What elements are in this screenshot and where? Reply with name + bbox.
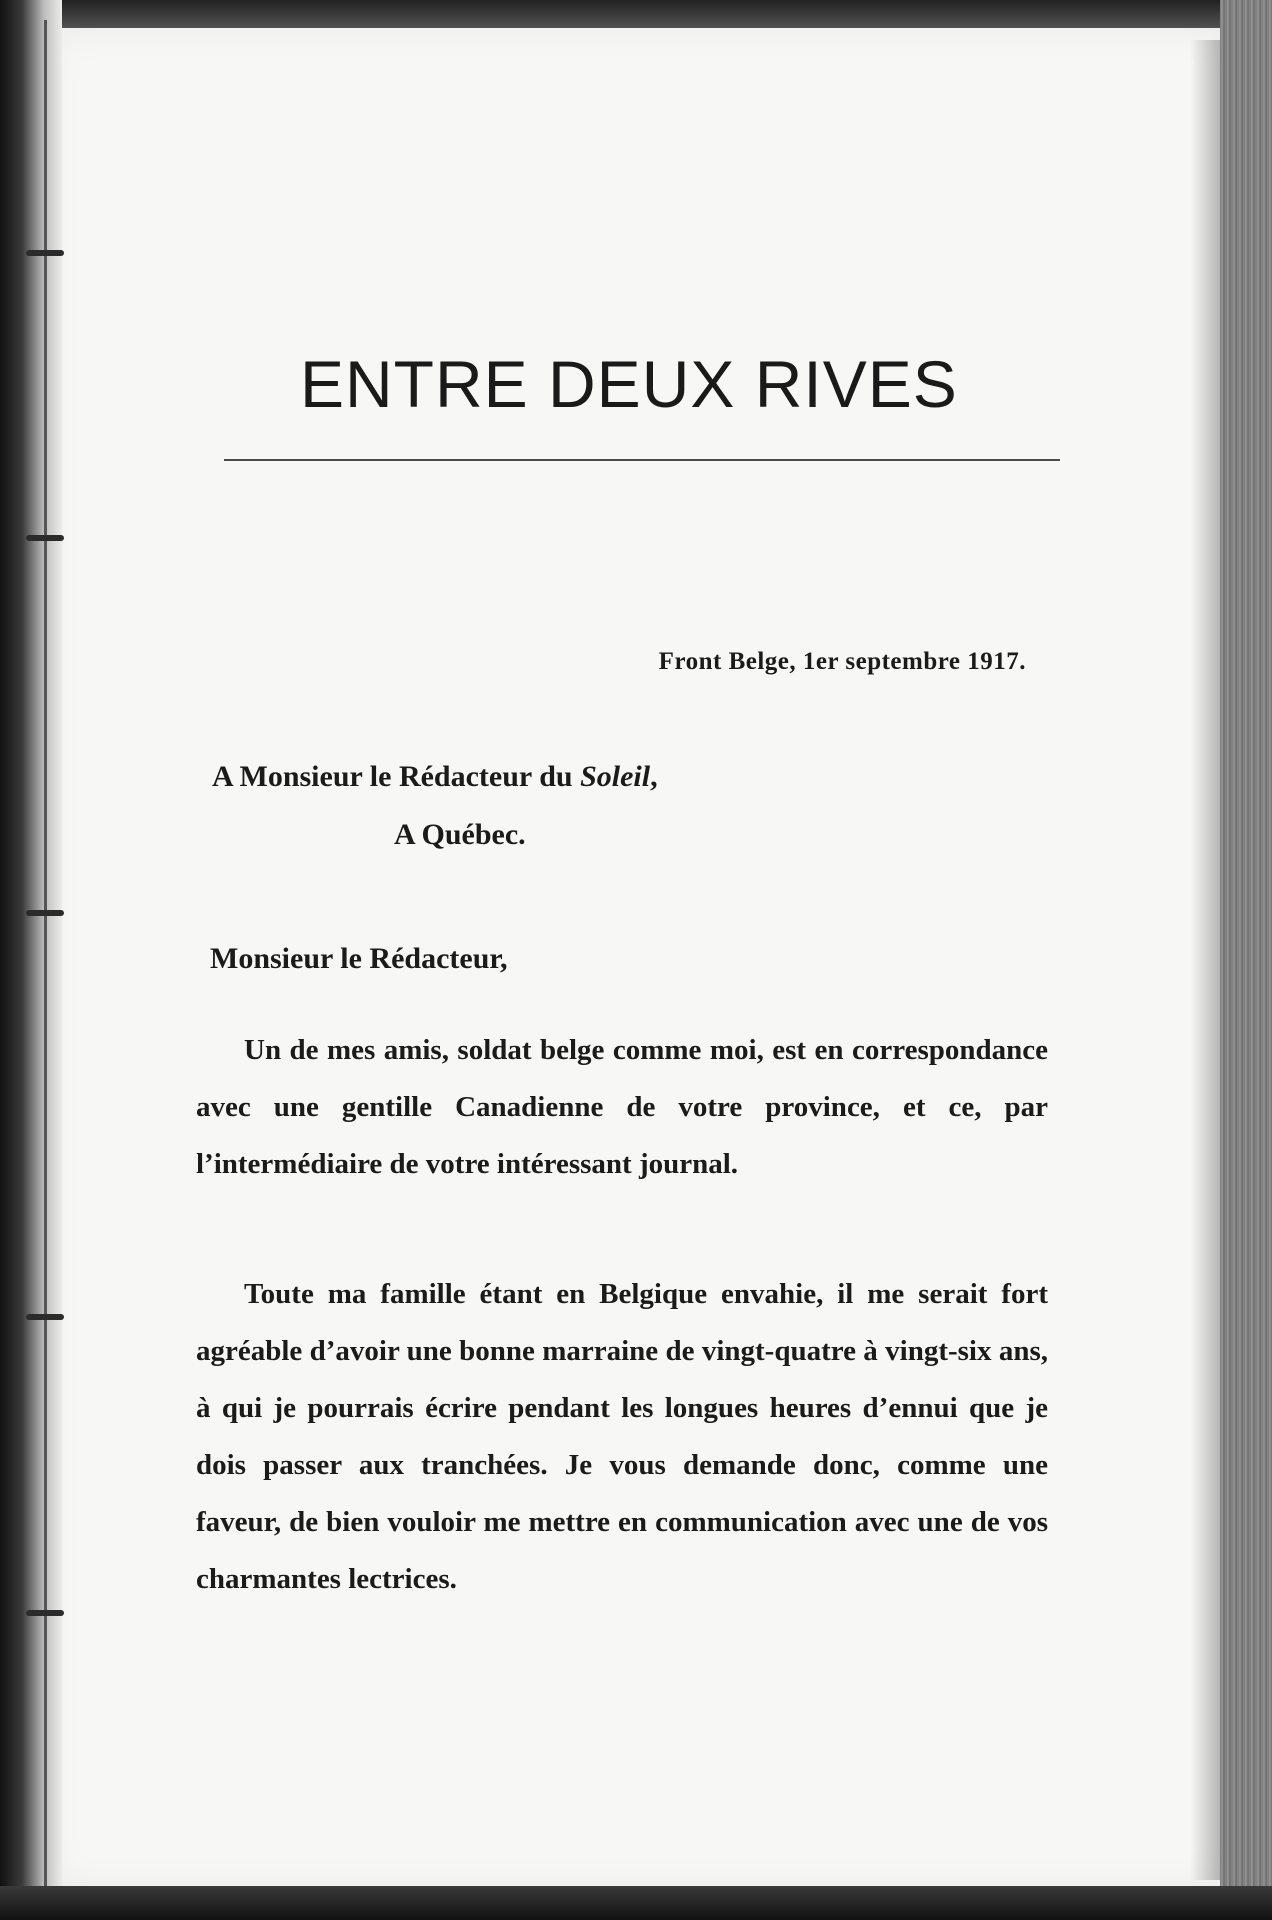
page-title: ENTRE DEUX RIVES — [300, 347, 958, 421]
address-prefix: A Monsieur le Rédacteur du — [212, 760, 581, 793]
address-city: A Québec. — [394, 818, 526, 851]
stitch-mark — [26, 910, 64, 916]
stitch-mark — [26, 250, 64, 256]
page-top-edge — [0, 0, 1272, 30]
salutation: Monsieur le Rédacteur, — [210, 942, 508, 975]
title-rule — [224, 459, 1060, 461]
page-curve-shadow — [1190, 40, 1220, 1880]
paragraph: Un de mes amis, soldat belge comme moi, est en correspondance avec une gentille Canadienne de votre province, et ce, par l’intermédiaire de votre intéressant journal. — [196, 1034, 1048, 1180]
book-binding — [0, 0, 62, 1920]
stitch-mark — [26, 1610, 64, 1616]
stitch-mark — [26, 535, 64, 541]
newspaper-name: Soleil — [580, 760, 651, 793]
dateline: Front Belge, 1er septembre 1917. — [658, 648, 1026, 675]
paragraph: Toute ma famille étant en Belgique envahie, il me serait fort agréable d’avoir une bonne marraine de vingt-quatre à vingt-six ans, à qui je pourrais écrire pendant les longues heures d’ennui que je dois passer aux tranchées. Je vous demande donc, comme une faveur, de bien vouloir me mettre en communication avec une de vos charmantes lectrices. — [196, 1278, 1048, 1595]
stitch-mark — [26, 1314, 64, 1320]
address-line — [212, 760, 658, 794]
address-suffix: , — [650, 760, 658, 793]
page-stack-edge — [1220, 0, 1272, 1920]
binding-thread — [44, 20, 47, 1900]
page-bottom-edge — [0, 1886, 1272, 1920]
